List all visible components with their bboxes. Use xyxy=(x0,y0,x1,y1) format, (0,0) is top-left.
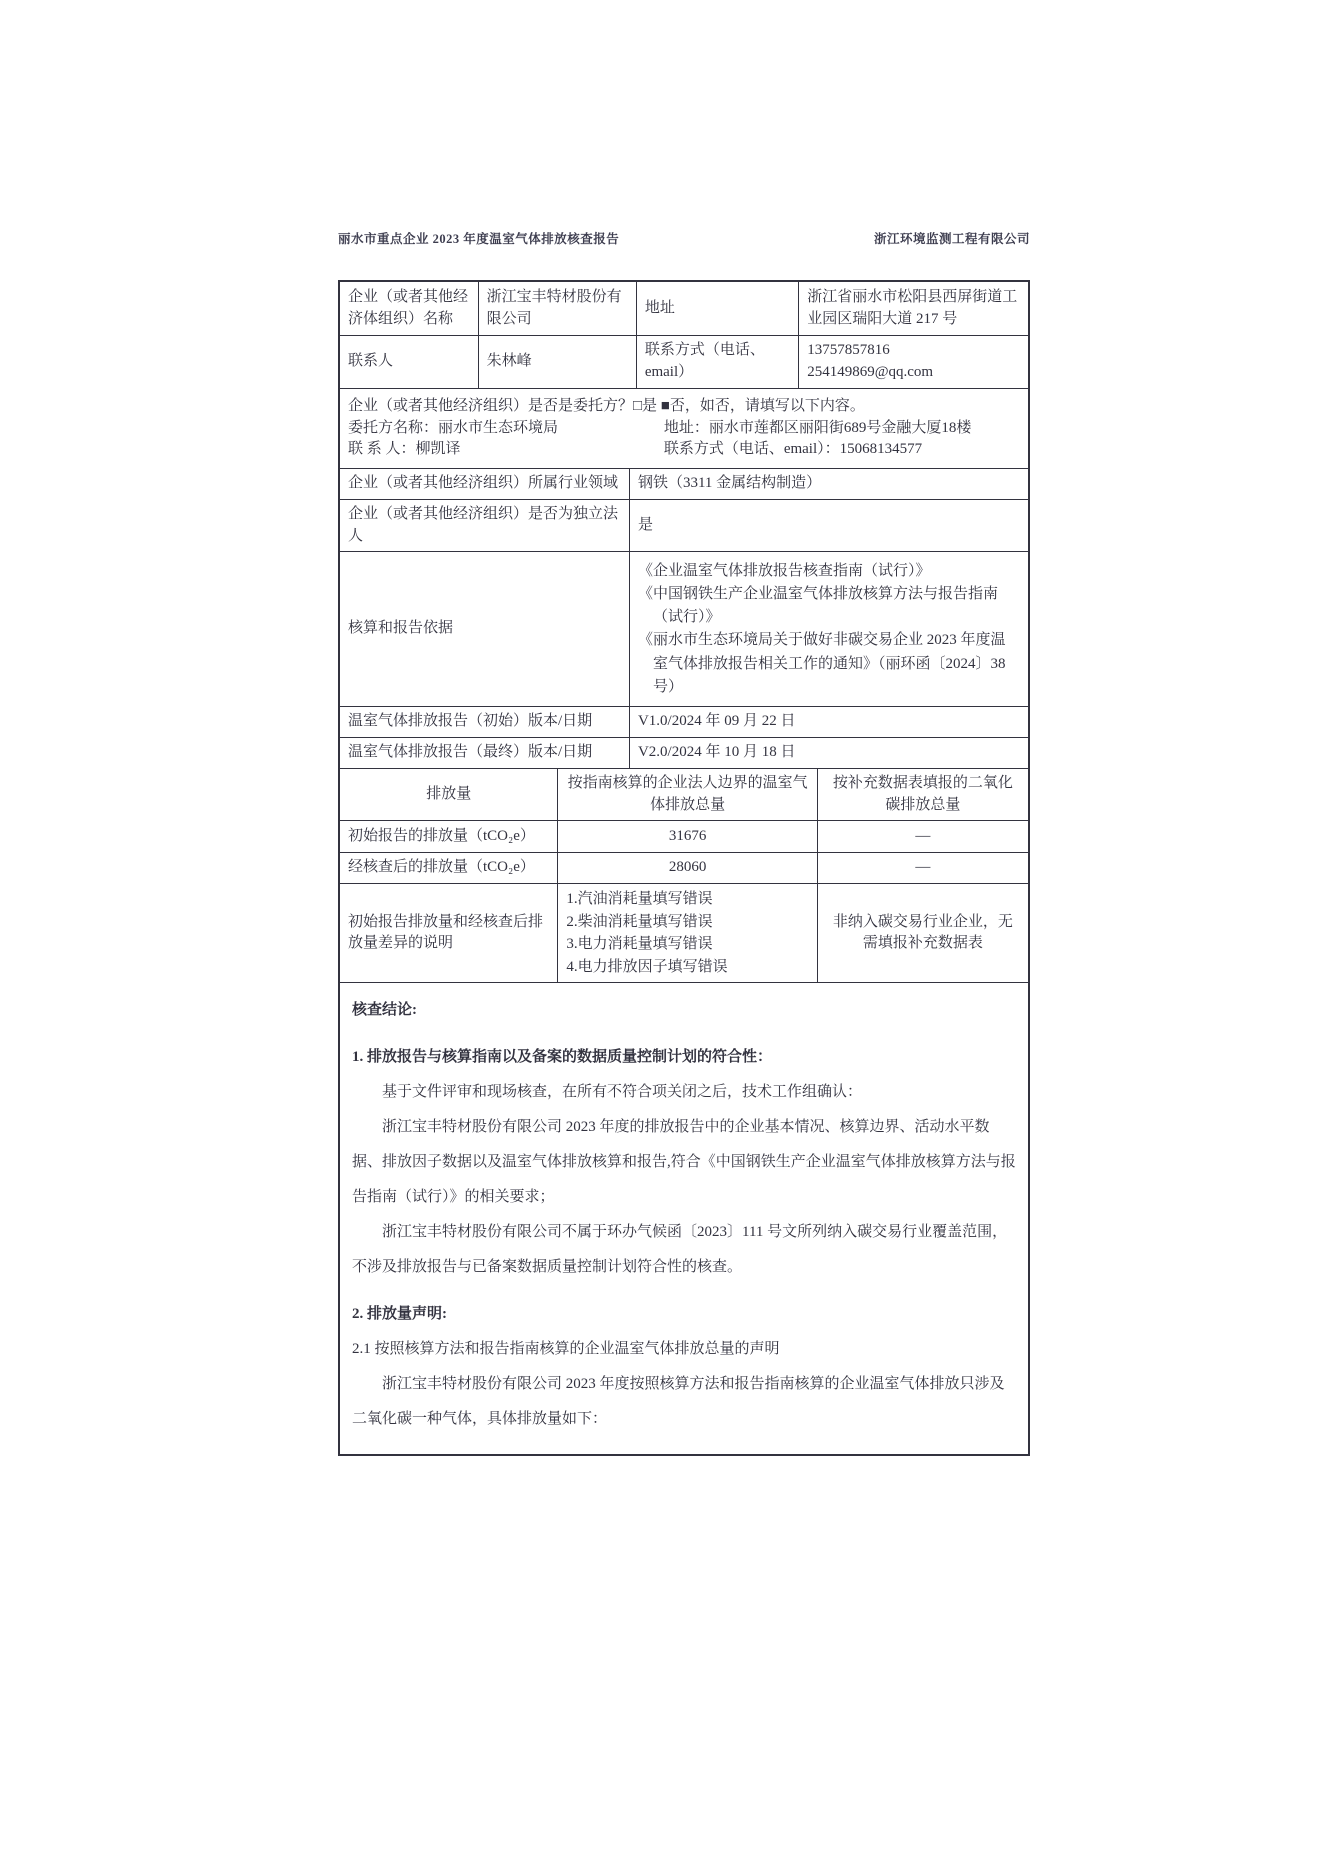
client-name: 委托方名称：丽水市生态环境局 xyxy=(348,419,559,436)
email-address: 254149869@qq.com xyxy=(807,364,934,380)
conclusion-section2-para1: 浙江宝丰特材股份有限公司 2023 年度按照核算方法和报告指南核算的企业温室气体排放只涉及二氧化碳一种气体，具体排放量如下： xyxy=(352,1375,1005,1427)
company-name-label: 企业（或者其他经济体组织）名称 xyxy=(348,288,469,327)
client-name-line xyxy=(348,418,1020,440)
phone-label: 联系方式（电话、email） xyxy=(636,336,798,388)
diff-label: 初始报告排放量和经核查后排放量差异的说明 xyxy=(348,913,544,952)
basis-item: 《丽水市生态环境局关于做好非碳交易企业 2023 年度温室气体排放报告相关工作的通知》（丽环函〔2024〕38 号） xyxy=(637,632,1006,695)
table-row-client xyxy=(340,388,1028,468)
conclusion-title: 核查结论: xyxy=(352,1002,417,1019)
table-row-contact xyxy=(340,335,1028,388)
verification-report-table xyxy=(338,280,1030,1456)
contact-value: 朱林峰 xyxy=(478,336,636,388)
table-row-legal-person xyxy=(340,499,1028,552)
initial-version-label: 温室气体排放报告（初始）版本/日期 xyxy=(348,713,593,730)
initial-emission-supplementary: — xyxy=(817,821,1028,852)
table-row-basis xyxy=(340,551,1028,706)
conclusion-section1-para3: 浙江宝丰特材股份有限公司不属于环办气候函〔2023〕111 号文所列纳入碳交易行业覆盖范围，不涉及排放报告与已备案数据质量控制计划符合性的核查。 xyxy=(352,1223,1008,1275)
table-row-industry xyxy=(340,468,1028,499)
conclusion-section1-title: 1. 排放报告与核算指南以及备案的数据质量控制计划的符合性： xyxy=(352,1049,773,1066)
emission-diff-row xyxy=(340,883,1028,982)
header-company-name: 浙江环境监测工程有限公司 xyxy=(873,232,1030,246)
conclusion-section2-subtitle: 2.1 按照核算方法和报告指南核算的企业温室气体排放总量的声明 xyxy=(352,1340,780,1357)
verified-emission-value: 28060 xyxy=(557,853,816,883)
verified-emission-supplementary: — xyxy=(817,853,1028,883)
contact-label: 联系人 xyxy=(348,353,394,370)
industry-value: 钢铁（3311 金属结构制造） xyxy=(629,469,1028,499)
page-header xyxy=(338,229,1030,247)
emission-header-supplementary: 按补充数据表填报的二氧化碳排放总量 xyxy=(817,769,1028,821)
diff-reason-item: 3.电力消耗量填写错误 xyxy=(566,936,713,953)
initial-emission-value: 31676 xyxy=(557,821,816,852)
conclusion-cell xyxy=(340,983,1028,1454)
diff-reasons xyxy=(557,884,816,982)
phone-value xyxy=(798,336,1028,388)
conclusion-section1-para2: 浙江宝丰特材股份有限公司 2023 年度的排放报告中的企业基本情况、核算边界、活动水平数据、排放因子数据以及温室气体排放核算和报告,符合《中国钢铁生产企业温室气体排放核算方法与报告指南（试行）》的相关要求； xyxy=(352,1119,1016,1205)
table-row-company xyxy=(340,282,1028,335)
phone-number: 13757857816 xyxy=(807,342,890,359)
verified-emission-label: 经核查后的排放量（tCO₂e） xyxy=(348,859,535,876)
client-contact-info: 联系方式（电话、email）：15068134577 xyxy=(663,441,923,458)
initial-version-value: V1.0/2024 年 09 月 22 日 xyxy=(629,707,1028,737)
final-version-value: V2.0/2024 年 10 月 18 日 xyxy=(629,738,1028,768)
emission-header-row xyxy=(340,768,1028,821)
diff-reason-item: 2.柴油消耗量填写错误 xyxy=(566,913,713,930)
client-address: 地址：丽水市莲都区丽阳街689号金融大厦18楼 xyxy=(663,419,972,436)
conclusion-section1-para1: 基于文件评审和现场核查，在所有不符合项关闭之后，技术工作组确认： xyxy=(382,1084,863,1101)
emission-row-initial xyxy=(340,820,1028,852)
initial-emission-label: 初始报告的排放量（tCO₂e） xyxy=(348,827,535,844)
diff-supplementary-note: 非纳入碳交易行业企业，无需填报补充数据表 xyxy=(817,884,1028,982)
diff-reason-item: 1.汽油消耗量填写错误 xyxy=(566,891,713,908)
address-value: 浙江省丽水市松阳县西屏街道工业园区瑞阳大道 217 号 xyxy=(798,282,1028,335)
legal-person-value: 是 xyxy=(629,500,1028,552)
client-info-cell xyxy=(340,389,1028,468)
industry-label: 企业（或者其他经济组织）所属行业领域 xyxy=(348,475,619,491)
emission-row-verified xyxy=(340,852,1028,883)
table-row-final-version xyxy=(340,737,1028,768)
basis-value xyxy=(629,552,1028,706)
client-contact-person: 联 系 人：柳凯译 xyxy=(348,441,461,458)
emission-header-boundary-total: 按指南核算的企业法人边界的温室气体排放总量 xyxy=(557,769,816,821)
address-label: 地址 xyxy=(636,282,798,335)
table-row-initial-version xyxy=(340,706,1028,737)
basis-item: 《中国钢铁生产企业温室气体排放核算方法与报告指南（试行）》 xyxy=(637,585,998,625)
company-name-value: 浙江宝丰特材股份有限公司 xyxy=(478,282,636,335)
legal-person-label: 企业（或者其他经济组织）是否为独立法人 xyxy=(348,505,619,544)
client-contact-line xyxy=(348,439,1020,461)
diff-reason-item: 4.电力排放因子填写错误 xyxy=(566,958,728,975)
header-report-title: 丽水市重点企业 2023 年度温室气体排放核查报告 xyxy=(338,232,620,246)
conclusion-section2-title: 2. 排放量声明: xyxy=(352,1305,447,1322)
basis-label: 核算和报告依据 xyxy=(348,620,454,637)
emission-header-quantity: 排放量 xyxy=(426,785,472,802)
client-question-line: 企业（或者其他经济组织）是否是委托方？□是 ■否，如否，请填写以下内容。 xyxy=(348,397,865,414)
basis-item: 《企业温室气体排放报告核查指南（试行）》 xyxy=(637,562,931,579)
final-version-label: 温室气体排放报告（最终）版本/日期 xyxy=(348,744,593,760)
conclusion-row xyxy=(340,982,1028,1454)
